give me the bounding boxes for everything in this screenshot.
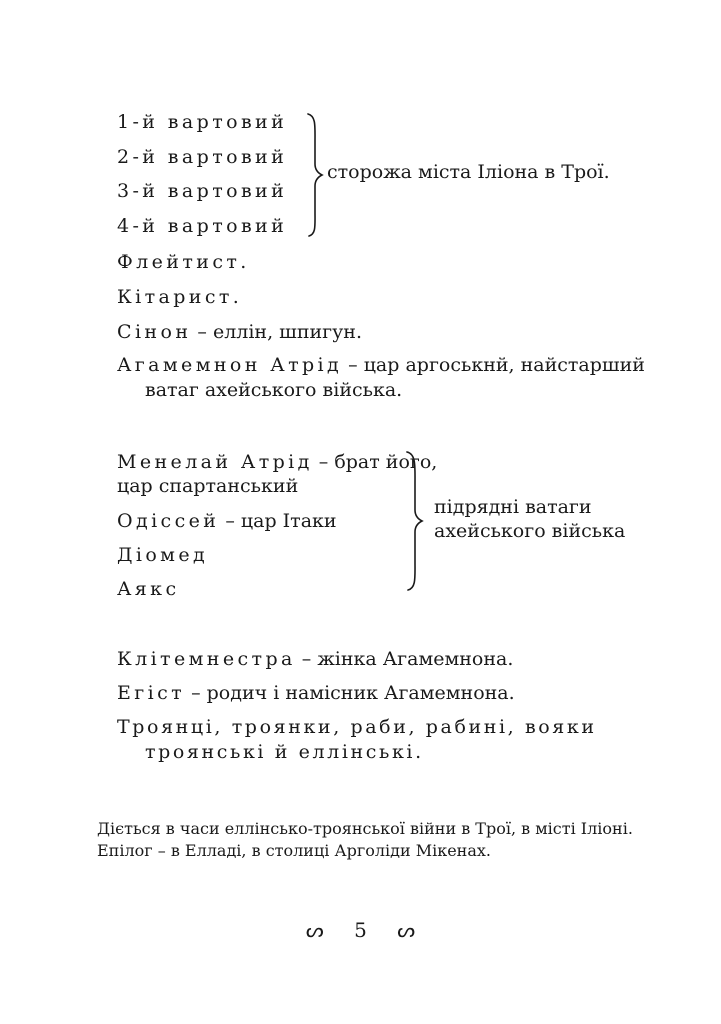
- character-guitarist: Кітарист.: [117, 286, 243, 308]
- character-flutist: Флейтист.: [117, 251, 250, 273]
- guards-group-description: сторожа міста Іліона в Трої.: [327, 161, 610, 183]
- character-clytemnestra: [117, 647, 513, 671]
- sinon-description: – еллін, шпигун.: [191, 321, 363, 343]
- character-aegisthus: [117, 681, 515, 705]
- agamemnon-description-cont: ватаг ахейського війська.: [145, 379, 403, 401]
- setting-line-1: Діється в часи еллінсько-троянської війни в Трої, в місті Іліоні.: [97, 819, 633, 838]
- clytemnestra-name: Клітемнестра: [117, 648, 296, 670]
- trojans-line-2: троянські й еллінські.: [145, 741, 424, 763]
- leaders-group-description-2: ахейського війська: [434, 520, 626, 542]
- odysseus-description: – цар Ітаки: [219, 510, 337, 532]
- agamemnon-name: Агамемнон Атрід: [117, 354, 343, 376]
- character-diomedes: Діомед: [117, 544, 209, 566]
- ornament-left-icon: ᔕ: [305, 918, 324, 942]
- menelaus-description: – брат його,: [312, 451, 438, 473]
- guard-1: 1-й вартовий: [117, 111, 288, 133]
- sinon-name: Сінон: [117, 321, 192, 343]
- guard-2: 2-й вартовий: [117, 146, 288, 168]
- aegisthus-description: – родич і намісник Агамемнона.: [185, 682, 515, 704]
- leaders-brace: [404, 450, 426, 592]
- guard-4: 4-й вартовий: [117, 215, 288, 237]
- page-number: 5: [354, 918, 367, 942]
- character-menelaus: [117, 450, 437, 474]
- menelaus-description-cont: цар спартанський: [117, 475, 299, 497]
- character-odysseus: [117, 509, 337, 533]
- character-sinon: [117, 320, 362, 344]
- page-number-row: [0, 918, 721, 942]
- guard-3: 3-й вартовий: [117, 180, 288, 202]
- character-ajax: Аякс: [117, 578, 180, 600]
- guards-brace: [306, 112, 326, 238]
- odysseus-name: Одіссей: [117, 510, 220, 532]
- character-agamemnon: [117, 353, 645, 377]
- clytemnestra-description: – жінка Агамемнона.: [295, 648, 514, 670]
- menelaus-name: Менелай Атрід: [117, 451, 313, 473]
- leaders-group-description-1: підрядні ватаги: [434, 496, 592, 518]
- aegisthus-name: Егіст: [117, 682, 186, 704]
- ornament-right-icon: ᔕ: [397, 918, 416, 942]
- setting-line-2: Епілог – в Елладі, в столиці Арголіди Мікенах.: [97, 841, 491, 860]
- agamemnon-description: – цар аргоськнй, найстарший: [342, 354, 645, 376]
- trojans-line-1: Троянці, троянки, раби, рабині, вояки: [117, 716, 597, 738]
